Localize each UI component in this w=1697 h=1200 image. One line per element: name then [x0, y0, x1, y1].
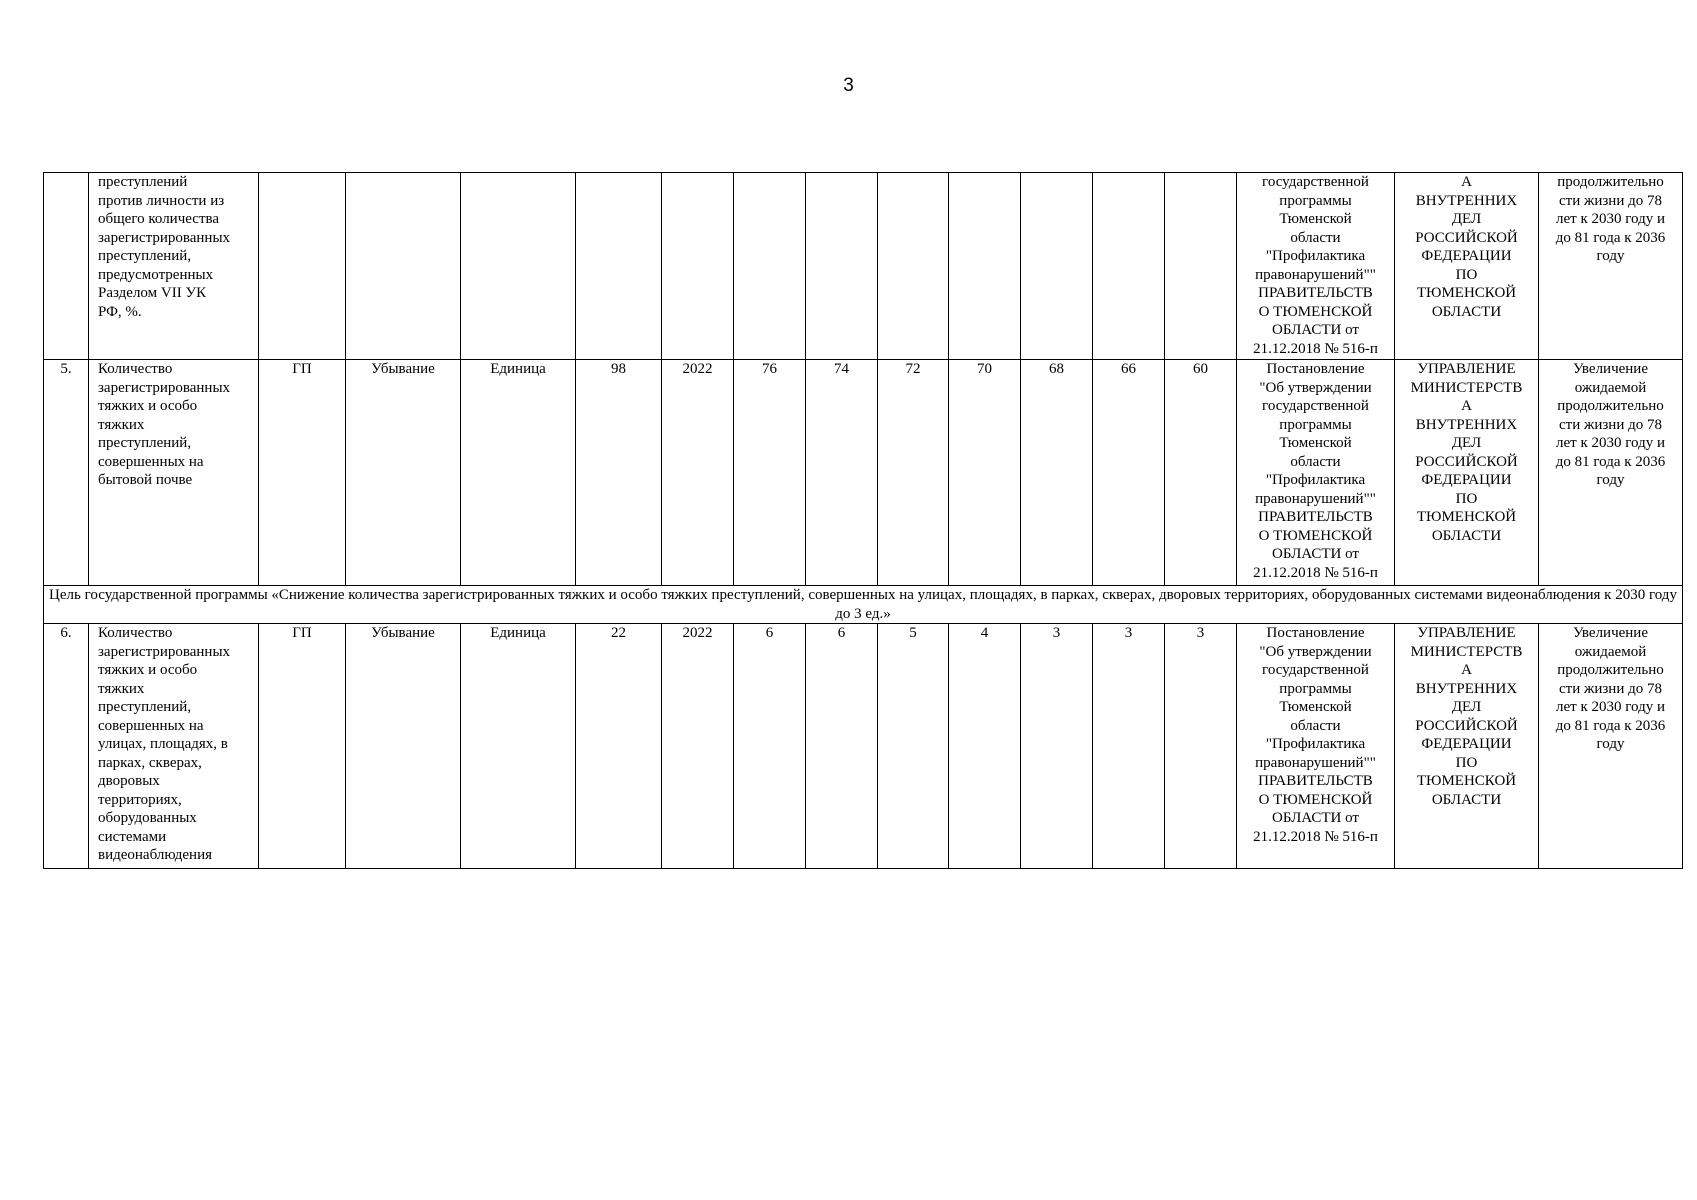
cell-trend: Убывание: [346, 624, 461, 869]
cell-unit: Единица: [461, 360, 576, 586]
table-row: [44, 173, 1683, 360]
cell-document: государственной программы Тюменской области "Профилактика правонарушений"" ПРАВИТЕЛЬСТВ О ТЮМЕНСКОЙ ОБЛАСТИ от 21.12.2018 № 516-п: [1237, 173, 1395, 360]
cell-link: продолжительно сти жизни до 78 лет к 2030 году и до 81 года к 2036 году: [1539, 173, 1683, 360]
cell-number: 5.: [44, 360, 89, 586]
cell-base-value: [576, 173, 662, 360]
cell-value: 3: [1021, 624, 1093, 869]
cell-level: [259, 173, 346, 360]
cell-base-year: 2022: [662, 624, 734, 869]
cell-value: 3: [1165, 624, 1237, 869]
cell-trend: [346, 173, 461, 360]
cell-indicator-name: Количество зарегистрированных тяжких и особо тяжких преступлений, совершенных на улицах, площадях, в парках, скверах, дворовых территориях, оборудованных системами видеонаблюдения: [89, 624, 259, 869]
cell-value: [949, 173, 1021, 360]
cell-value: [1021, 173, 1093, 360]
cell-document: Постановление "Об утверждении государственной программы Тюменской области "Профилактика правонарушений"" ПРАВИТЕЛЬСТВ О ТЮМЕНСКОЙ ОБЛАСТИ от 21.12.2018 № 516-п: [1237, 360, 1395, 586]
cell-value: [1093, 173, 1165, 360]
cell-value: [878, 173, 949, 360]
cell-value: 66: [1093, 360, 1165, 586]
cell-value: 5: [878, 624, 949, 869]
cell-document: Постановление "Об утверждении государственной программы Тюменской области "Профилактика правонарушений"" ПРАВИТЕЛЬСТВ О ТЮМЕНСКОЙ ОБЛАСТИ от 21.12.2018 № 516-п: [1237, 624, 1395, 869]
cell-trend: Убывание: [346, 360, 461, 586]
cell-value: 74: [806, 360, 878, 586]
cell-value: [734, 173, 806, 360]
cell-level: ГП: [259, 624, 346, 869]
cell-unit: [461, 173, 576, 360]
cell-value: 6: [806, 624, 878, 869]
cell-base-year: [662, 173, 734, 360]
goal-row: [44, 586, 1683, 624]
cell-unit: Единица: [461, 624, 576, 869]
cell-indicator-name: Количество зарегистрированных тяжких и особо тяжких преступлений, совершенных на бытовой почве: [89, 360, 259, 586]
indicators-table: [43, 172, 1683, 869]
cell-value: 68: [1021, 360, 1093, 586]
cell-value: [806, 173, 878, 360]
cell-base-year: 2022: [662, 360, 734, 586]
cell-value: 6: [734, 624, 806, 869]
cell-link: Увеличение ожидаемой продолжительно сти жизни до 78 лет к 2030 году и до 81 года к 2036 году: [1539, 360, 1683, 586]
table-row: [44, 624, 1683, 869]
cell-value: 60: [1165, 360, 1237, 586]
cell-link: Увеличение ожидаемой продолжительно сти жизни до 78 лет к 2030 году и до 81 года к 2036 году: [1539, 624, 1683, 869]
cell-value: [1165, 173, 1237, 360]
cell-responsible: УПРАВЛЕНИЕ МИНИСТЕРСТВ А ВНУТРЕННИХ ДЕЛ РОССИЙСКОЙ ФЕДЕРАЦИИ ПО ТЮМЕНСКОЙ ОБЛАСТИ: [1395, 624, 1539, 869]
cell-base-value: 98: [576, 360, 662, 586]
cell-value: 72: [878, 360, 949, 586]
table-row: [44, 360, 1683, 586]
goal-text: Цель государственной программы «Снижение количества зарегистрированных тяжких и особо тяжких преступлений, совершенных на улицах, площадях, в парках, скверах, дворовых территориях, оборудованных системами видеонаблюдения к 2030 году до 3 ед.»: [44, 586, 1683, 624]
cell-base-value: 22: [576, 624, 662, 869]
cell-level: ГП: [259, 360, 346, 586]
cell-value: 76: [734, 360, 806, 586]
cell-value: 3: [1093, 624, 1165, 869]
cell-responsible: УПРАВЛЕНИЕ МИНИСТЕРСТВ А ВНУТРЕННИХ ДЕЛ РОССИЙСКОЙ ФЕДЕРАЦИИ ПО ТЮМЕНСКОЙ ОБЛАСТИ: [1395, 360, 1539, 586]
cell-value: 4: [949, 624, 1021, 869]
cell-value: 70: [949, 360, 1021, 586]
cell-indicator-name: преступлений против личности из общего количества зарегистрированных преступлений, предусмотренных Разделом VII УК РФ, %.: [89, 173, 259, 360]
cell-number: 6.: [44, 624, 89, 869]
cell-responsible: А ВНУТРЕННИХ ДЕЛ РОССИЙСКОЙ ФЕДЕРАЦИИ ПО ТЮМЕНСКОЙ ОБЛАСТИ: [1395, 173, 1539, 360]
cell-number: [44, 173, 89, 360]
page-number: 3: [843, 75, 854, 96]
